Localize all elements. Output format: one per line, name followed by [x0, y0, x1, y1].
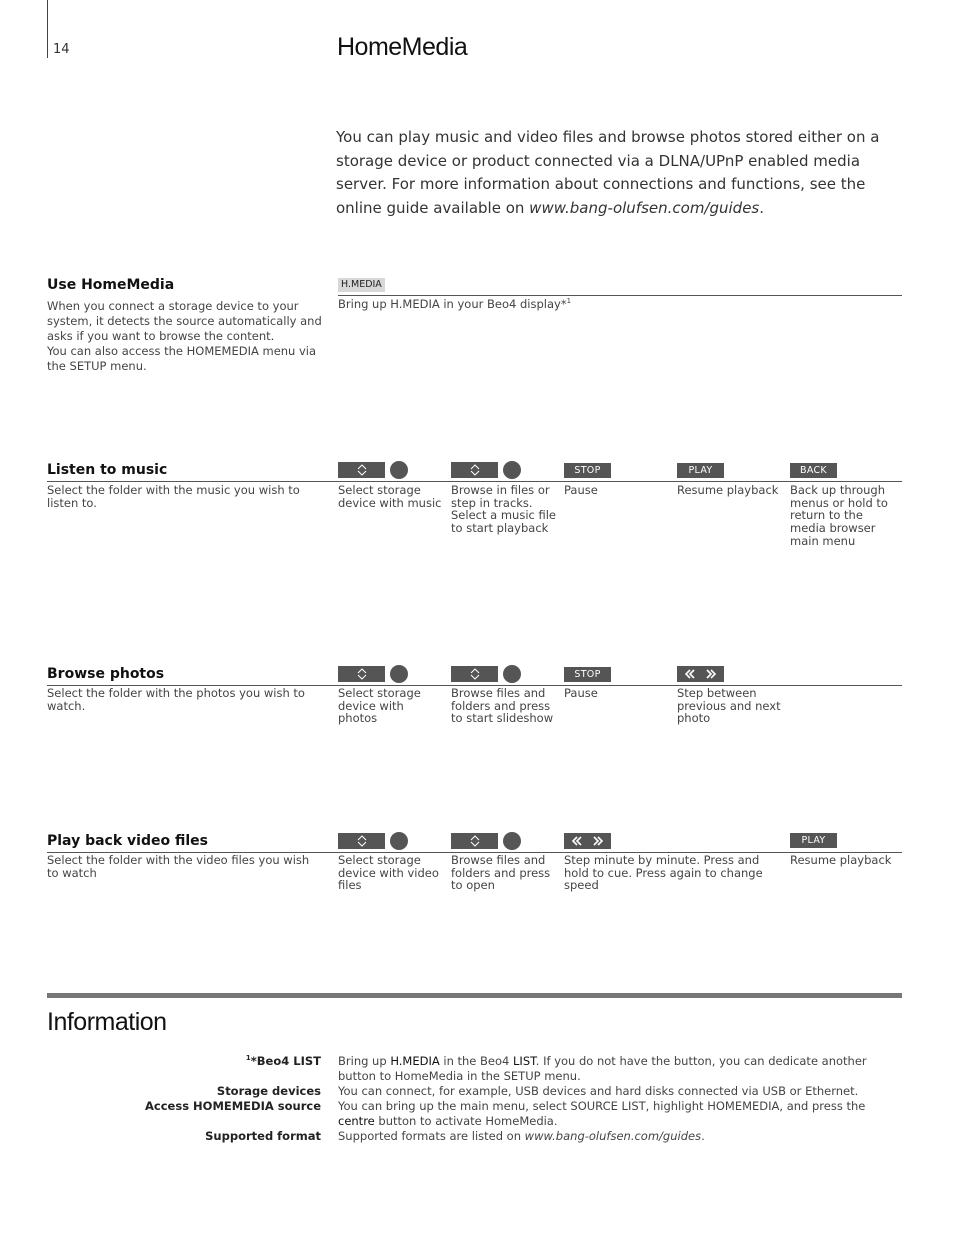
intro-suffix: . — [759, 198, 765, 217]
intro-paragraph — [336, 126, 896, 220]
intro-url[interactable]: www.bang-olufsen.com/guides — [529, 198, 760, 217]
section-title-use-homemedia: Use HomeMedia — [47, 277, 175, 293]
up-down-nav-icon — [451, 833, 498, 849]
up-down-nav-icon — [338, 833, 385, 849]
section-title-play-video: Play back video files — [47, 833, 208, 849]
margin-line — [47, 0, 48, 58]
step-text: Resume playback — [790, 853, 892, 867]
info-label: Storage devices — [216, 1084, 321, 1098]
section-rule — [338, 295, 902, 296]
section-title-browse-photos: Browse photos — [47, 666, 165, 682]
hmedia-desc-text: Bring up H.MEDIA in your Beo4 display* — [338, 297, 567, 311]
hmedia-key-label: H.MEDIA — [338, 278, 385, 292]
information-divider — [47, 993, 902, 998]
rewind-forward-icon — [564, 833, 611, 849]
step-text: Step between previous and next photo — [677, 686, 781, 726]
centre-button-icon — [503, 665, 521, 683]
section-description: When you connect a storage device to your system, it detects the source automatically and asks if you want to browse the content. You can also access the HOMEMEDIA menu via the SETUP menu. — [47, 299, 322, 373]
info-text: You can connect, for example, USB devices and hard disks connected via USB or Ethernet. — [338, 1084, 859, 1098]
info-label: Access HOMEMEDIA source — [145, 1099, 321, 1113]
step-text: Step minute by minute. Press and hold to cue. Press again to change speed — [564, 853, 763, 893]
step-text: Select storage device with video files — [338, 853, 439, 893]
up-down-nav-icon — [451, 462, 498, 478]
section-title-listen-music: Listen to music — [47, 462, 168, 478]
hmedia-key-description — [338, 297, 571, 311]
section-description: Select the folder with the photos you wish to watch. — [47, 686, 305, 713]
section-rule — [47, 481, 902, 482]
intro-text: You can play music and video files and browse photos stored either on a storage device or product connected via a DLNA/UPnP enabled media server. For more information about connections and functions, see the online guide available on — [336, 128, 880, 217]
step-text: Back up through menus or hold to return to the media browser main menu — [790, 483, 888, 548]
centre-button-icon — [503, 461, 521, 479]
up-down-nav-icon — [451, 666, 498, 682]
step-text: Select storage device with photos — [338, 686, 421, 726]
centre-button-icon — [390, 665, 408, 683]
centre-button-icon — [503, 832, 521, 850]
step-text: Pause — [564, 686, 598, 700]
section-description: Select the folder with the music you wish to listen to. — [47, 483, 300, 510]
footnote-mark: 1 — [566, 297, 572, 306]
step-text: Browse in files or step in tracks. Select a music file to start playback — [451, 483, 557, 536]
step-text: Pause — [564, 483, 598, 497]
stop-key: STOP — [564, 463, 611, 478]
play-key: PLAY — [790, 833, 837, 848]
step-text: Resume playback — [677, 483, 779, 497]
info-text: You can bring up the main menu, select SOURCE LIST, highlight HOMEMEDIA, and press the centre button to activate HomeMedia. — [338, 1099, 866, 1128]
info-label-text: *Beo4 LIST — [250, 1054, 321, 1068]
centre-button-icon — [390, 832, 408, 850]
footnote-mark: 1 — [245, 1054, 251, 1063]
page-title: HomeMedia — [337, 33, 468, 61]
information-title: Information — [47, 1008, 167, 1036]
section-description: Select the folder with the video files you wish to watch — [47, 853, 310, 880]
info-label: Supported format — [205, 1129, 321, 1143]
play-key: PLAY — [677, 463, 724, 478]
step-text: Select storage device with music — [338, 483, 442, 510]
rewind-forward-icon — [677, 666, 724, 682]
info-url[interactable]: www.bang-olufsen.com/guides — [524, 1129, 702, 1143]
page-number: 14 — [53, 42, 70, 57]
centre-button-icon — [390, 461, 408, 479]
step-text: Browse files and folders and press to open — [451, 853, 551, 893]
back-key: BACK — [790, 463, 837, 478]
info-text: Bring up H.MEDIA in the Beo4 LIST. If you do not have the button, you can dedicate another button to HomeMedia in the SETUP menu. — [338, 1054, 867, 1083]
up-down-nav-icon — [338, 462, 385, 478]
info-text: Supported formats are listed on www.bang-olufsen.com/guides. — [338, 1129, 705, 1143]
step-text: Browse files and folders and press to start slideshow — [451, 686, 554, 726]
stop-key: STOP — [564, 667, 611, 682]
info-label — [246, 1054, 321, 1068]
up-down-nav-icon — [338, 666, 385, 682]
